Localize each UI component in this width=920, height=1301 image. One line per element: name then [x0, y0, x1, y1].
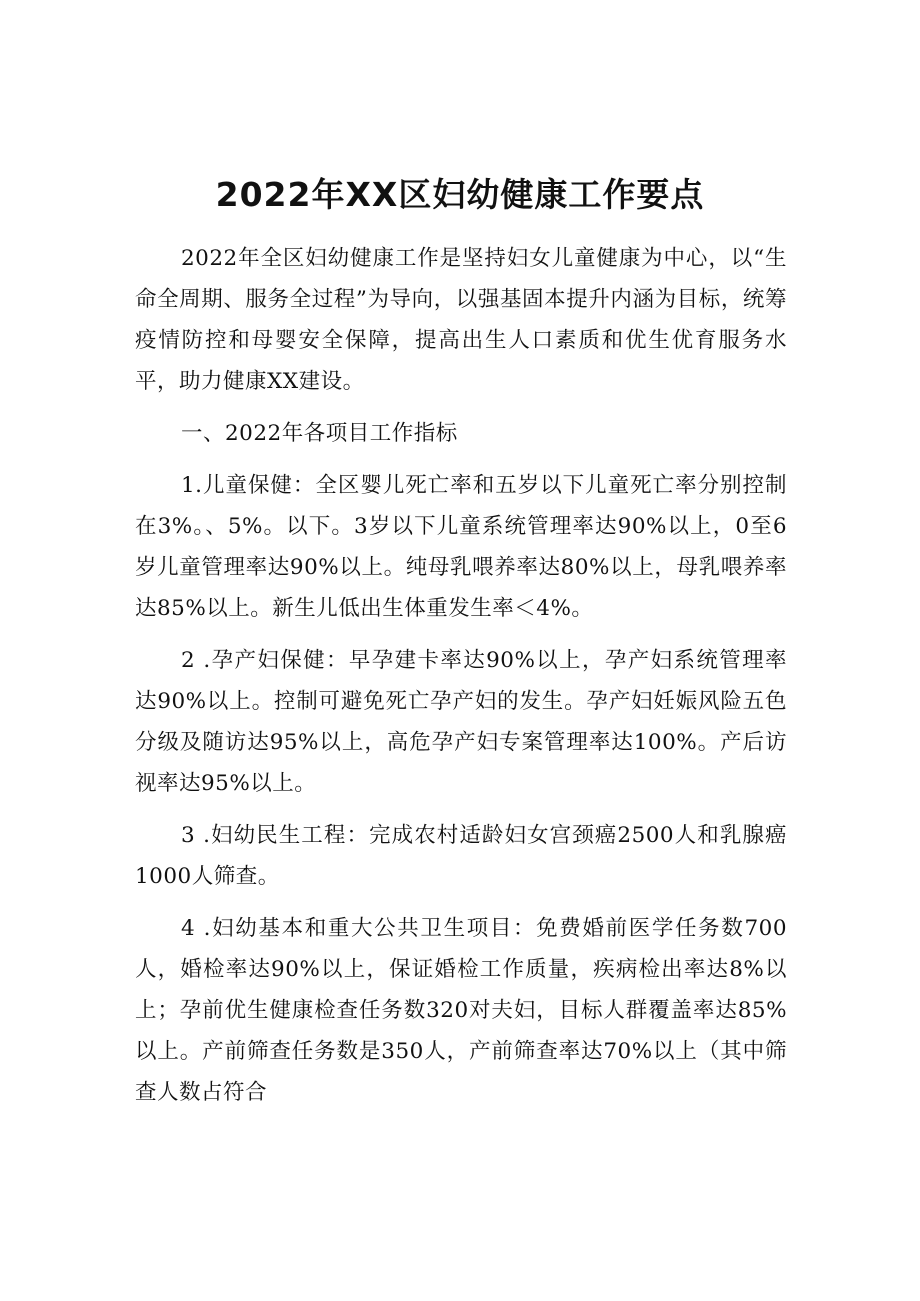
item-livelihood-project: 3 .妇幼民生工程：完成农村适龄妇女宫颈癌2500人和乳腺癌1000人筛查。	[135, 823, 787, 889]
item-maternal-health: 2 .孕产妇保健：早孕建卡率达90%以上，孕产妇系统管理率达90%以上。控制可避免死亡孕产妇的发生。孕产妇妊娠风险五色分级及随访达95%以上，高危孕产妇专案管理率达100%。产后访视率达95%以上。	[135, 648, 787, 796]
document-title: 2022年XX区妇幼健康工作要点	[215, 175, 705, 214]
section-heading-1: 一、2022年各项目工作指标	[181, 421, 458, 446]
item-public-health-project: 4 .妇幼基本和重大公共卫生项目：免费婚前医学任务数700人，婚检率达90%以上，保证婚检工作质量，疾病检出率达8%以上；孕前优生健康检查任务数320对夫妇，目标人群覆盖率达85%以上。产前筛查任务数是350人，产前筛查率达70%以上（其中筛查人数占符合	[135, 916, 787, 1105]
item-child-health: 1.儿童保健：全区婴儿死亡率和五岁以下儿童死亡率分别控制在3%。、5%。以下。3岁以下儿童系统管理率达90%以上，0至6岁儿童管理率达90%以上。纯母乳喂养率达80%以上，母乳喂养率达85%以上。新生儿低出生体重发生率＜4%。	[135, 473, 787, 621]
document-body	[135, 238, 787, 1124]
intro-paragraph: 2022年全区妇幼健康工作是坚持妇女儿童健康为中心，以“生命全周期、服务全过程”为导向，以强基固本提升内涵为目标，统筹疫情防控和母婴安全保障，提高出生人口素质和优生优育服务水平，助力健康XX建设。	[135, 246, 787, 394]
